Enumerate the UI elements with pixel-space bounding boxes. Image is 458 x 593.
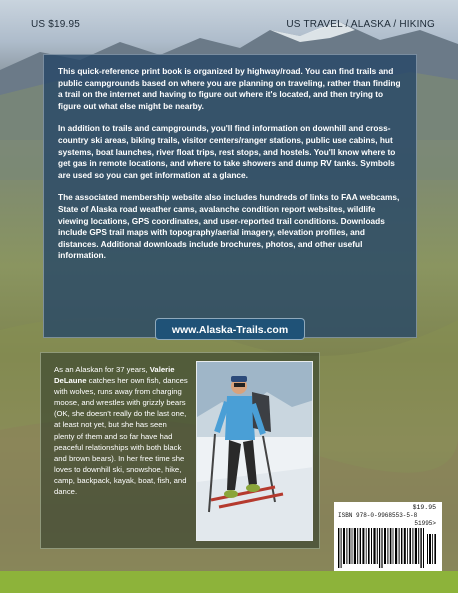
bio-intro: As an Alaskan for 37 years,	[54, 365, 148, 374]
author-name: Valerie DeLaune	[54, 365, 175, 386]
description-panel	[43, 54, 417, 338]
bio-body: catches her own fish, dances with wolves, runs away from charging moose, and wrestles with grizzly bears (OK, she doesn't really do the last one, at least not yet, but she has seen plenty of them and so far have had peaceful relationships with both black and brown bears). In her free time she loves to downhill ski, snowshoe, hike, camp, backpack, kayak, boat, fish, and dance.	[54, 376, 188, 497]
price-label: US $19.95	[31, 19, 81, 30]
footer-band	[0, 571, 458, 593]
author-photo	[196, 361, 313, 541]
supplement-code: 51995>	[414, 520, 436, 527]
barcode-bars-icon	[338, 528, 438, 568]
author-bio-text	[54, 364, 188, 497]
barcode-price: $19.95	[412, 504, 436, 511]
description-paragraph-1: This quick-reference print book is organized by highway/road. You can find trails and public campgrounds based on where you are planning on traveling, rather than finding a trail on the internet and having to figure out where it's located, and then trying to figure out what else might be nearby.	[58, 66, 401, 111]
author-bio-panel	[40, 352, 320, 549]
description-paragraph-2: In addition to trails and campgrounds, you'll find information on downhill and cross-country ski areas, biking trails, visitor centers/ranger stations, public use cabins, hut systems, boat launches, river float trips, rest stops, and hostels. You'll know where to get gas in remote locations, and where to take showers and dump RV tanks. Symbols are used so you can get information at a glance.	[58, 123, 396, 180]
description-paragraph-3: The associated membership website also includes hundreds of links to FAA webcams, State of Alaska road weather cams, avalanche condition report websites, wildlife viewing locations, GPS coordinates, and user-reported trail conditions. Downloads include GPS trail maps with topography/aerial imagery, elevation profiles, and distances. Additional downloads include brochures, photos, and other useful information.	[58, 192, 400, 261]
barcode-panel	[334, 502, 442, 581]
category-label: US TRAVEL / ALASKA / HIKING	[286, 19, 435, 30]
isbn-label: ISBN 978-0-9968553-5-8	[338, 512, 418, 519]
website-link[interactable]: www.Alaska-Trails.com	[155, 318, 305, 340]
